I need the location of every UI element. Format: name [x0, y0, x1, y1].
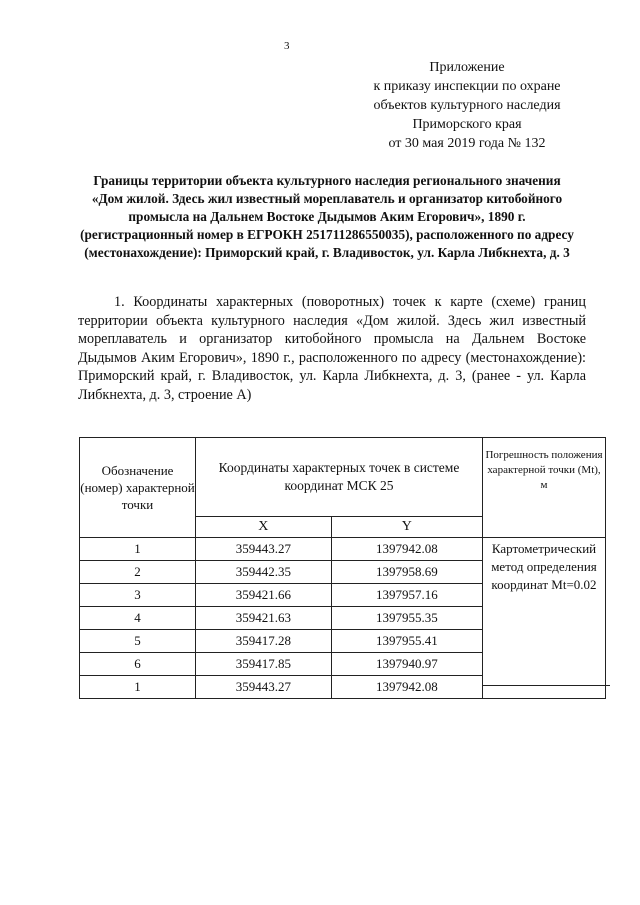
x-value: 359443.27	[196, 676, 332, 699]
x-value: 359421.66	[196, 584, 332, 607]
appendix-line: к приказу инспекции по охране	[373, 79, 561, 94]
page-number: 3	[284, 40, 290, 52]
point-number: 1	[80, 538, 196, 561]
table-header-row	[80, 438, 606, 517]
x-value: 359417.85	[196, 653, 332, 676]
point-number: 5	[80, 630, 196, 653]
method-cell: Картометрический метод определения координат Mt=0.02	[483, 538, 606, 699]
point-number-header: Обозначение (номер) характерной точки	[80, 438, 196, 538]
x-header: X	[196, 517, 332, 538]
table-bottom-rule	[482, 685, 610, 686]
point-number: 1	[80, 676, 196, 699]
x-value: 359417.28	[196, 630, 332, 653]
appendix-line: Приложение	[429, 60, 505, 75]
point-number: 6	[80, 653, 196, 676]
appendix-line: от 30 мая 2019 года № 132	[388, 136, 546, 151]
table-row	[80, 538, 606, 561]
y-value: 1397958.69	[331, 561, 482, 584]
x-value: 359442.35	[196, 561, 332, 584]
error-header: Погрешность положения характерной точки (Mt), м	[483, 438, 606, 538]
y-header: Y	[331, 517, 482, 538]
coordinates-table	[79, 437, 606, 699]
point-number: 3	[80, 584, 196, 607]
y-value: 1397942.08	[331, 676, 482, 699]
appendix-line: объектов культурного наследия	[373, 98, 561, 113]
y-value: 1397942.08	[331, 538, 482, 561]
appendix-line: Приморского края	[412, 117, 522, 132]
point-number: 4	[80, 607, 196, 630]
coordinates-header: Координаты характерных точек в системе координат МСК 25	[196, 438, 483, 517]
x-value: 359421.63	[196, 607, 332, 630]
point-number: 2	[80, 561, 196, 584]
y-value: 1397940.97	[331, 653, 482, 676]
coordinates-paragraph: 1. Координаты характерных (поворотных) точек к карте (схеме) границ территории объекта культурного наследия «Дом жилой. Здесь жил известный мореплаватель и организатор китобойного промысла на Дальнем Востоке Дыдымов Аким Егорович», 1890 г., расположенного по адресу (местонахождение): Приморский край, г. Владивосток, ул. Карла Либкнехта, д. 3, (ранее - ул. Карла Либкнехта, д. 3, строение А)	[78, 294, 586, 403]
y-value: 1397957.16	[331, 584, 482, 607]
x-value: 359443.27	[196, 538, 332, 561]
y-value: 1397955.41	[331, 630, 482, 653]
document-title: Границы территории объекта культурного наследия регионального значения «Дом жилой. Здесь жил известный мореплаватель и организатор китобойного промысла на Дальнем Востоке Дыдымов Аким Егорович», 1890 г. (регистрационный номер в ЕГРОКН 251711286550035), расположенного по адресу (местонахождение): Приморский край, г. Владивосток, ул. Карла Либкнехта, д. 3	[80, 173, 574, 260]
appendix-header	[352, 58, 582, 153]
y-value: 1397955.35	[331, 607, 482, 630]
